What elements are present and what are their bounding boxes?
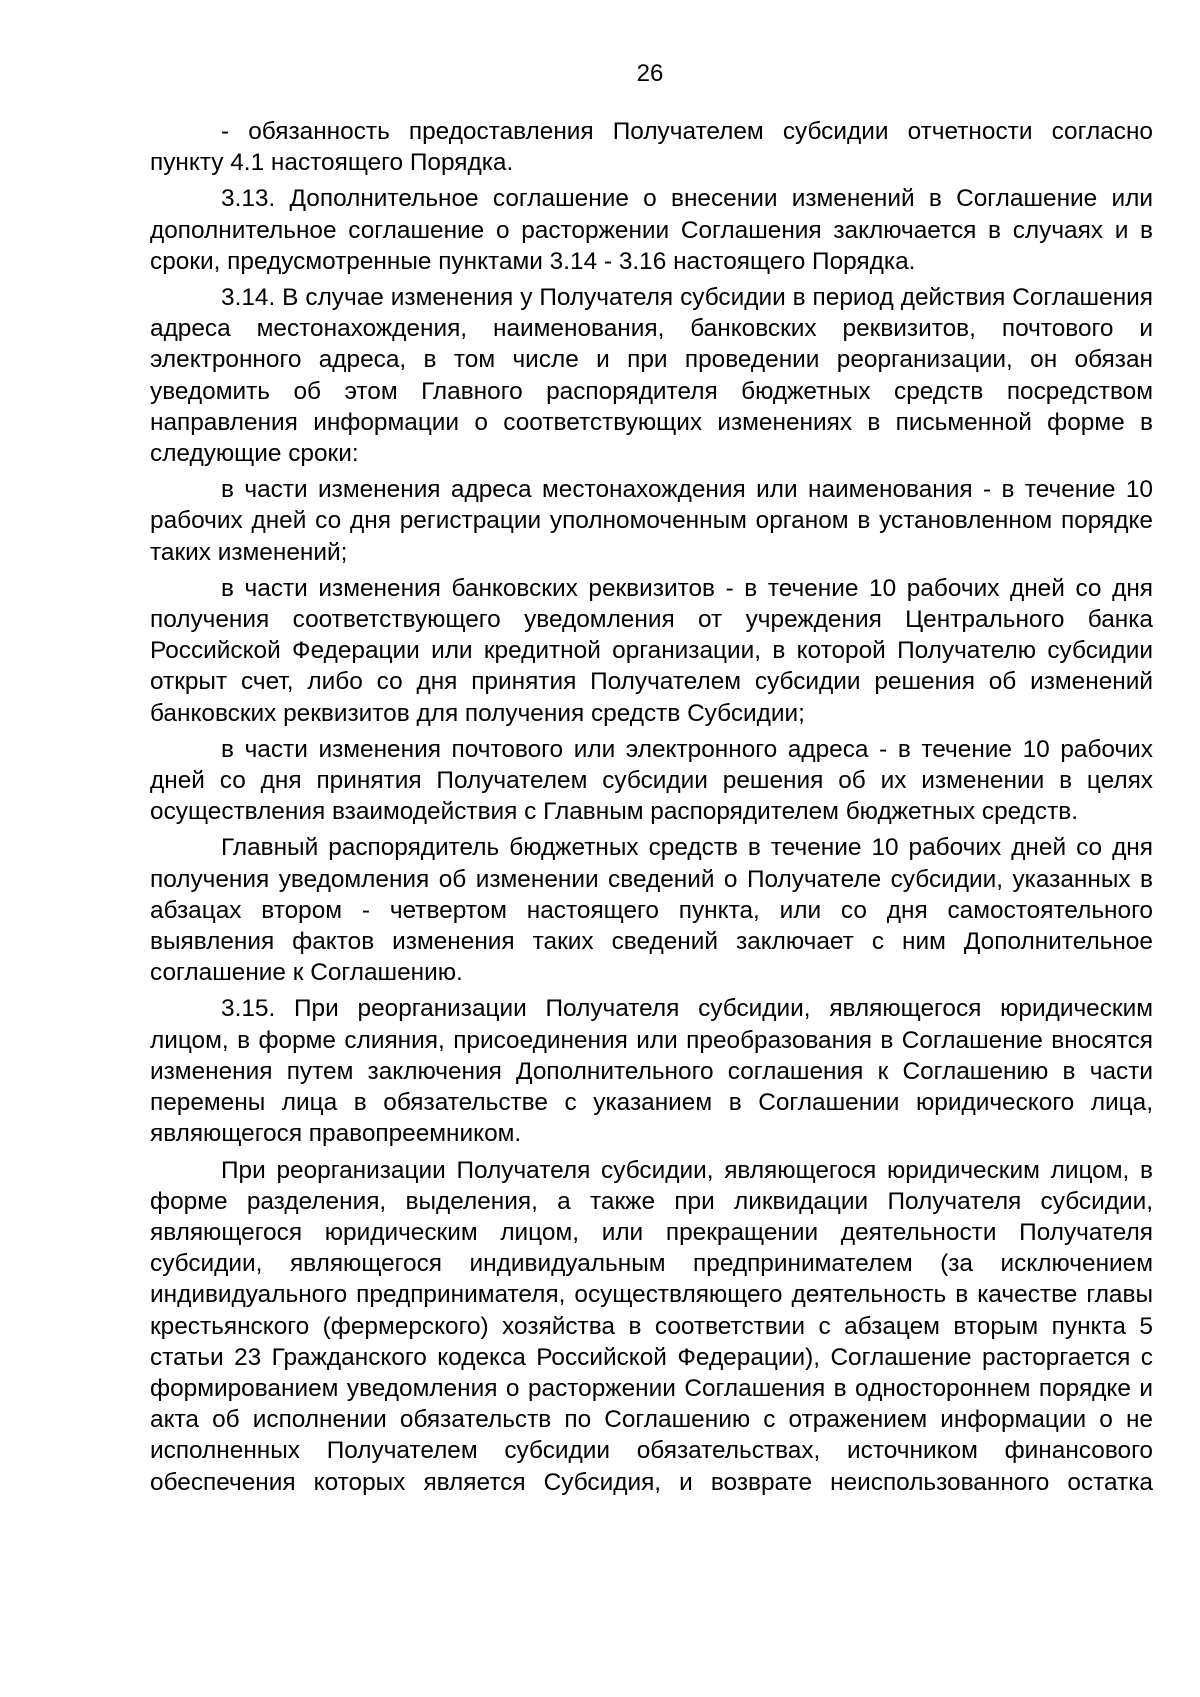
paragraph-postal-email-change: в части изменения почтового или электронного адреса - в течение 10 рабочих дней со дня принятия Получателем субсидии решения об их изменении в целях осуществления взаимодействия с Главным распорядителем бюджетных средств. (150, 735, 1153, 826)
page-number: 26 (636, 60, 664, 87)
paragraph-reorganization-termination: При реорганизации Получателя субсидии, являющегося юридическим лицом, в форме разделения, выделения, а также при ликвидации Получателя субсидии, являющегося юридическим лицом, или прекращении деятельности Получателя субсидии, являющегося индивидуальным предпринимателем (за исключением индивидуального предпринимателя, осуществляющего деятельность в качестве главы крестьянского (фермерского) хозяйства в соответствии с абзацем вторым пункта 5 статьи 23 Гражданского кодекса Российской Федерации), Соглашение расторгается с формированием уведомления о расторжении Соглашения в одностороннем порядке и акта об исполнении обязательств по Соглашению с отражением информации о не исполненных Получателем субсидии обязательствах, источником финансового обеспечения которых является Субсидия, и возврате неиспользованного остатка (150, 1156, 1153, 1496)
document-body (150, 116, 1153, 1503)
paragraph-bank-details-change: в части изменения банковских реквизитов - в течение 10 рабочих дней со дня получения соответствующего уведомления от учреждения Центрального банка Российской Федерации или кредитной организации, в которой Получателю субсидии открыт счет, либо со дня принятия Получателем субсидии решения об изменений банковских реквизитов для получения средств Субсидии; (150, 574, 1153, 727)
paragraph-3-15: 3.15. При реорганизации Получателя субсидии, являющегося юридическим лицом, в форме слияния, присоединения или преобразования в Соглашение вносятся изменения путем заключения Дополнительного соглашения к Соглашению в части перемены лица в обязательстве с указанием в Соглашении юридического лица, являющегося правопреемником. (150, 995, 1153, 1148)
paragraph-3-14: 3.14. В случае изменения у Получателя субсидии в период действия Соглашения адреса местонахождения, наименования, банковских реквизитов, почтового и электронного адреса, в том числе и при проведении реорганизации, он обязан уведомить об этом Главного распорядителя бюджетных средств посредством направления информации о соответствующих изменениях в письменной форме в следующие сроки: (150, 284, 1153, 468)
paragraph-3-13: 3.13. Дополнительное соглашение о внесении изменений в Соглашение или дополнительное соглашение о расторжении Соглашения заключается в случаях и в сроки, предусмотренные пунктами 3.14 - 3.16 настоящего Порядка. (150, 185, 1153, 275)
paragraph-address-change: в части изменения адреса местонахождения или наименования - в течение 10 рабочих дней со дня регистрации уполномоченным органом в установленном порядке таких изменений; (150, 476, 1153, 566)
paragraph-obligation-reporting: - обязанность предоставления Получателем субсидии отчетности согласно пункту 4.1 настоящего Порядка. (150, 118, 1153, 177)
paragraph-main-administrator: Главный распорядитель бюджетных средств в течение 10 рабочих дней со дня получения уведомления об изменении сведений о Получателе субсидии, указанных в абзацах втором - четвертом настоящего пункта, или со дня самостоятельного выявления фактов изменения таких сведений заключает с ним Дополнительное соглашение к Соглашению. (150, 834, 1153, 987)
